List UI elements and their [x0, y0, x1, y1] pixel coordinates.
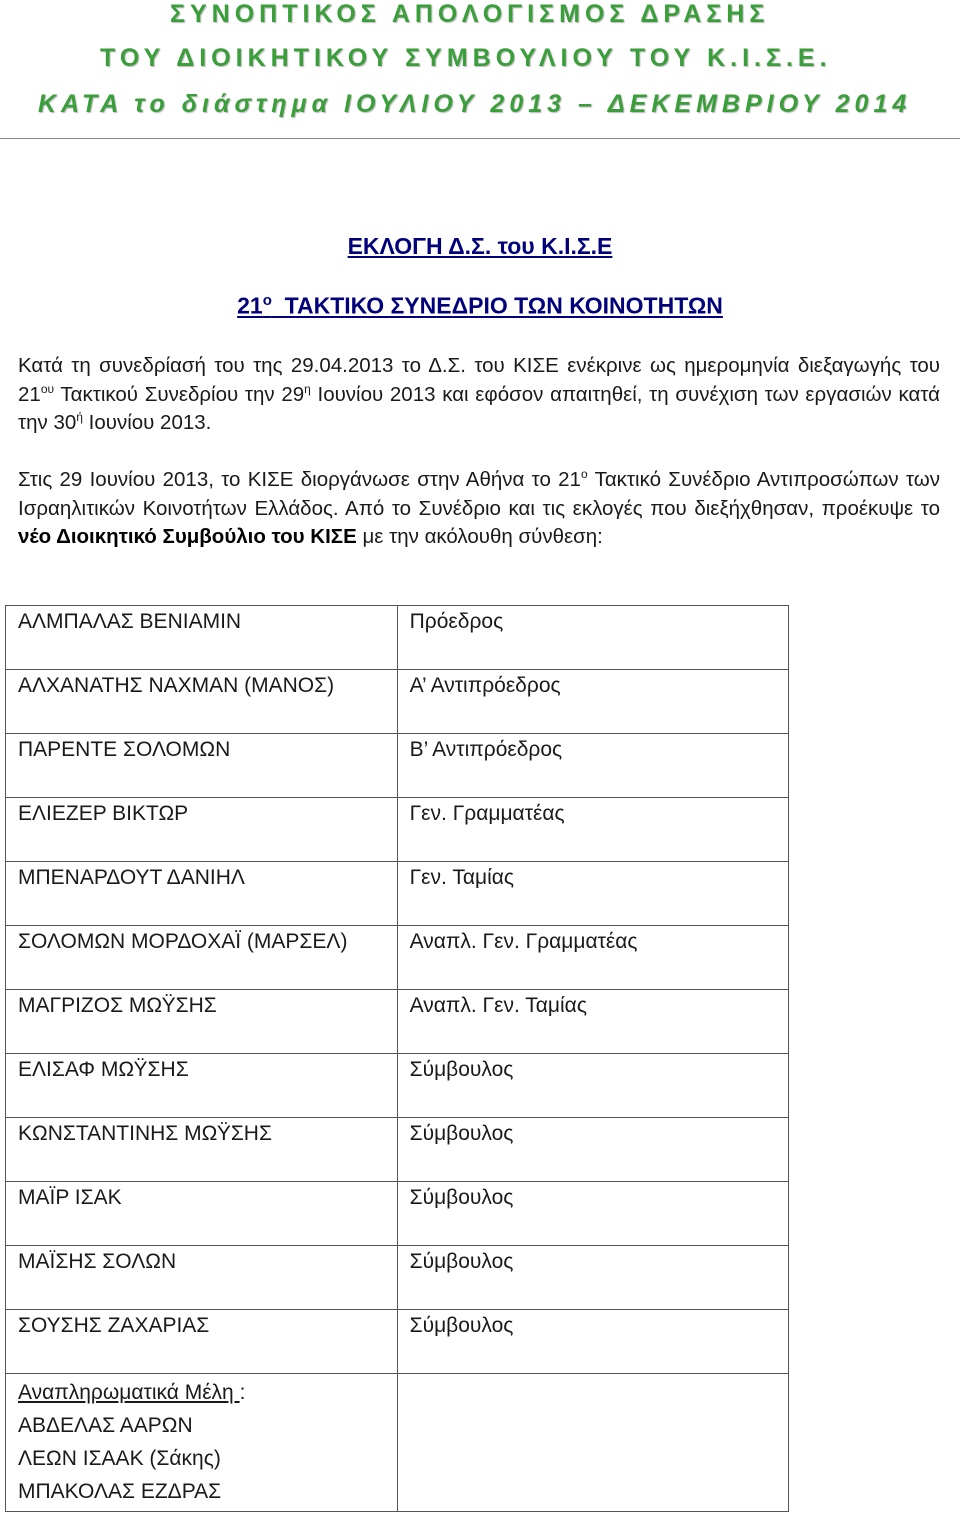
alternate-member: ΛΕΩΝ ΙΣΑΑΚ (Σάκης)	[18, 1447, 221, 1470]
paragraph-congress-result	[18, 466, 940, 552]
table-row	[6, 1054, 789, 1118]
member-role: Σύμβουλος	[397, 1246, 788, 1310]
member-role: Αναπλ. Γεν. Ταμίας	[397, 990, 788, 1054]
p1-sup-b: η	[304, 381, 311, 396]
table-row	[6, 798, 789, 862]
p1-sup-a: ου	[40, 381, 55, 396]
member-role: Γεν. Ταμίας	[397, 862, 788, 926]
section-heading-election: ΕΚΛΟΓΗ Δ.Σ. του Κ.Ι.Σ.Ε	[347, 233, 613, 259]
member-name: ΣΟΛΟΜΩΝ ΜΟΡΔΟΧΑΪ (ΜΑΡΣΕΛ)	[6, 926, 398, 990]
p2-bold-board: νέο Διοικητικό Συμβούλιο του ΚΙΣΕ	[18, 525, 357, 548]
member-name: ΑΛΧΑΝΑΤΗΣ ΝΑΧΜΑΝ (ΜΑΝΟΣ)	[6, 670, 398, 734]
table-row	[6, 1118, 789, 1182]
alternates-label: Αναπληρωματικά Μέλη	[18, 1381, 240, 1404]
member-role: Σύμβουλος	[397, 1118, 788, 1182]
alternate-member: ΑΒΔΕΛΑΣ ΑΑΡΩΝ	[18, 1414, 193, 1437]
table-row	[6, 990, 789, 1054]
congress-title: ΤΑΚΤΙΚΟ ΣΥΝΕΔΡΙΟ ΤΩΝ ΚΟΙΝΟΤΗΤΩΝ	[271, 292, 723, 319]
member-role: Σύμβουλος	[397, 1182, 788, 1246]
alternates-heading	[18, 1376, 397, 1409]
p1-text-b: Τακτικού Συνεδρίου την 29	[54, 382, 305, 406]
member-name: ΚΩΝΣΤΑΝΤΙΝΗΣ ΜΩΫΣΗΣ	[6, 1118, 398, 1182]
member-name: ΑΛΜΠΑΛΑΣ ΒΕΝΙΑΜΙΝ	[6, 606, 398, 670]
table-row	[6, 926, 789, 990]
member-role: Σύμβουλος	[397, 1054, 788, 1118]
alternates-role-empty	[397, 1374, 788, 1512]
member-name: ΕΛΙΕΖΕΡ ΒΙΚΤΩΡ	[6, 798, 398, 862]
board-composition-table	[5, 605, 789, 1512]
table-row	[6, 862, 789, 926]
table-row	[6, 1182, 789, 1246]
member-name: ΜΑΪΣΗΣ ΣΟΛΩΝ	[6, 1246, 398, 1310]
member-role: Α’ Αντιπρόεδρος	[397, 670, 788, 734]
member-name: ΣΟΥΣΗΣ ΖΑΧΑΡΙΑΣ	[6, 1310, 398, 1374]
p1-text-d: Ιουνίου 2013.	[82, 411, 212, 434]
paragraph-session-date	[18, 352, 940, 438]
member-name: ΕΛΙΣΑΦ ΜΩΫΣΗΣ	[6, 1054, 398, 1118]
table-row	[6, 734, 789, 798]
member-name: ΜΑΪΡ ΙΣΑΚ	[6, 1182, 398, 1246]
member-role: Αναπλ. Γεν. Γραμματέας	[397, 926, 788, 990]
alternates-cell	[6, 1374, 398, 1512]
report-title-line3: ΚΑΤΑ το διάστημα ΙΟΥΛΙΟΥ 2013 – ΔΕΚΕΜΒΡΙΟΥ 2014	[38, 90, 912, 118]
section-heading-congress	[0, 292, 960, 320]
member-role: Σύμβουλος	[397, 1310, 788, 1374]
member-role: Β’ Αντιπρόεδρος	[397, 734, 788, 798]
alternates-colon: :	[239, 1381, 246, 1404]
p1-text-c: Ιουνίου 2013 και εφόσον απαιτηθεί, τη συνέχιση των εργασιών κατά την 30	[18, 382, 940, 434]
p2-text-b: Τακτικό Συνέδριο Αντιπροσώπων των Ισραηλιτικών Κοινοτήτων Ελλάδος. Από το Συνέδριο και τις εκλογές που διεξήχθησαν, προέκυψε το	[18, 468, 940, 520]
p2-sup-a: ο	[580, 467, 588, 482]
p1-text-a: Κατά τη συνεδρίασή του της 29.04.2013 το Δ.Σ. του ΚΙΣΕ ενέκρινε ως ημερομηνία διεξαγωγής του 21	[18, 354, 940, 406]
congress-number: 21	[237, 292, 263, 319]
member-name: ΠΑΡΕΝΤΕ ΣΟΛΟΜΩΝ	[6, 734, 398, 798]
table-row	[6, 670, 789, 734]
report-title-line1: ΣΥΝΟΠΤΙΚΟΣ ΑΠΟΛΟΓΙΣΜΟΣ ΔΡΑΣΗΣ	[170, 0, 770, 28]
congress-ordinal: ο	[262, 292, 272, 309]
table-row	[6, 1310, 789, 1374]
alternate-member: ΜΠΑΚΟΛΑΣ ΕΖΔΡΑΣ	[18, 1480, 222, 1503]
table-row	[6, 606, 789, 670]
table-row	[6, 1246, 789, 1310]
member-role: Γεν. Γραμματέας	[397, 798, 788, 862]
report-title-line2: ΤΟΥ ΔΙΟΙΚΗΤΙΚΟΥ ΣΥΜΒΟΥΛΙΟΥ ΤΟΥ Κ.Ι.Σ.Ε.	[100, 44, 832, 72]
p1-sup-c: ή	[76, 410, 83, 425]
p2-text-c: με την ακόλουθη σύνθεση:	[356, 525, 603, 548]
member-name: ΜΑΓΡΙΖΟΣ ΜΩΫΣΗΣ	[6, 990, 398, 1054]
header-divider	[0, 138, 960, 139]
member-name: ΜΠΕΝΑΡΔΟΥΤ ΔΑΝΙΗΛ	[6, 862, 398, 926]
table-row-alternates	[6, 1374, 789, 1512]
member-role: Πρόεδρος	[397, 606, 788, 670]
p2-text-a: Στις 29 Ιουνίου 2013, το ΚΙΣΕ διοργάνωσε στην Αθήνα το 21	[18, 468, 581, 491]
